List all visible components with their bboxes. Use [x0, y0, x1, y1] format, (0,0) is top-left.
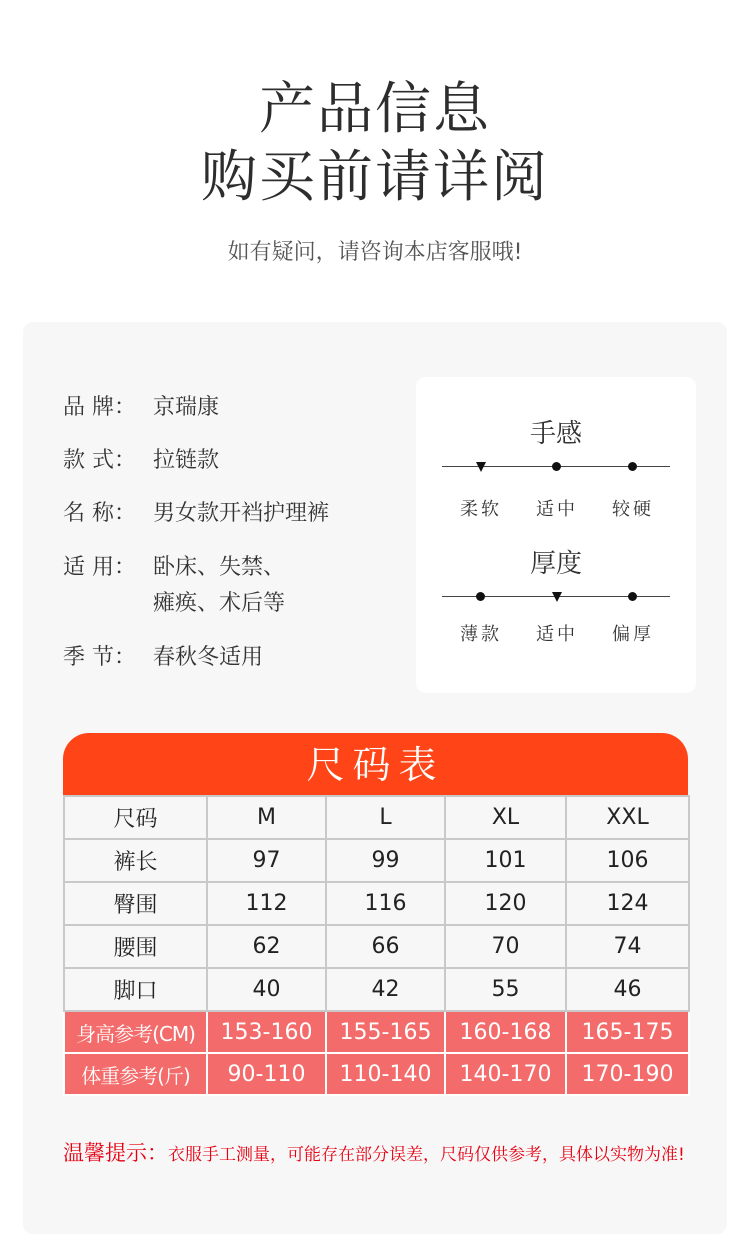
- table-cell: 62: [207, 925, 326, 968]
- column-header: 尺码: [64, 796, 207, 839]
- thickness-option: 适中: [536, 624, 578, 645]
- tip-text: 衣服手工测量，可能存在部分误差，尺码仅供参考，具体以实物为准!: [168, 1145, 685, 1165]
- spec-value: 卧床、失禁、瘫痪、术后等: [153, 555, 286, 616]
- weight-reference-row: [64, 1053, 689, 1095]
- thickness-option: 薄款: [460, 624, 502, 645]
- product-info-panel: [23, 322, 727, 1234]
- thickness-title: 厚度: [529, 549, 582, 579]
- spec-row-season: [63, 640, 403, 676]
- size-chart-table: [63, 795, 690, 1096]
- table-cell: 74: [566, 925, 689, 968]
- table-cell: 116: [326, 882, 445, 925]
- table-cell: 165-175: [566, 1011, 689, 1053]
- table-cell: 70: [445, 925, 566, 968]
- spec-value: 春秋冬适用: [153, 645, 264, 670]
- hand-feel-option: 较硬: [612, 499, 654, 520]
- spec-label: 款 式：: [63, 448, 136, 473]
- spec-value: 男女款开裆护理裤: [153, 501, 330, 526]
- table-cell: 46: [566, 968, 689, 1011]
- texture-card: [416, 377, 696, 693]
- column-header: XXL: [566, 796, 689, 839]
- table-cell: 66: [326, 925, 445, 968]
- spec-row-brand: [63, 390, 403, 426]
- table-cell: 55: [445, 968, 566, 1011]
- table-cell: 155-165: [326, 1011, 445, 1053]
- hand-feel-title: 手感: [529, 419, 582, 449]
- tip-label: 温馨提示：: [63, 1141, 168, 1165]
- table-cell: 110-140: [326, 1053, 445, 1095]
- table-cell: 124: [566, 882, 689, 925]
- spec-label: 名 称：: [63, 501, 136, 526]
- measurement-tip: [63, 1140, 703, 1168]
- table-cell: 101: [445, 839, 566, 882]
- row-header: 裤长: [64, 839, 207, 882]
- row-header: 臀围: [64, 882, 207, 925]
- scale-dot-icon: [552, 462, 561, 471]
- table-row: [64, 882, 689, 925]
- selected-marker-icon: [476, 462, 486, 472]
- size-chart-title: 尺码表: [63, 733, 688, 795]
- page-title-secondary: 购买前请详阅: [201, 145, 549, 210]
- thickness-option: 偏厚: [612, 624, 654, 645]
- table-cell: 140-170: [445, 1053, 566, 1095]
- row-header: 体重参考(斤): [64, 1053, 207, 1095]
- spec-value: 京瑞康: [153, 395, 220, 420]
- table-cell: 106: [566, 839, 689, 882]
- row-header: 腰围: [64, 925, 207, 968]
- selected-marker-icon: [552, 592, 562, 602]
- hand-feel-option: 适中: [536, 499, 578, 520]
- spec-row-name: [63, 496, 403, 532]
- table-row: [64, 925, 689, 968]
- table-cell: 97: [207, 839, 326, 882]
- spec-label: 品 牌：: [63, 395, 136, 420]
- spec-row-style: [63, 443, 403, 479]
- table-row: [64, 968, 689, 1011]
- height-reference-row: [64, 1011, 689, 1053]
- table-cell: 170-190: [566, 1053, 689, 1095]
- table-cell: 160-168: [445, 1011, 566, 1053]
- table-cell: 99: [326, 839, 445, 882]
- hand-feel-option: 柔软: [460, 499, 502, 520]
- table-header-row: [64, 796, 689, 839]
- table-row: [64, 839, 689, 882]
- column-header: M: [207, 796, 326, 839]
- column-header: L: [326, 796, 445, 839]
- table-cell: 40: [207, 968, 326, 1011]
- table-cell: 90-110: [207, 1053, 326, 1095]
- table-cell: 120: [445, 882, 566, 925]
- table-cell: 153-160: [207, 1011, 326, 1053]
- scale-dot-icon: [628, 592, 637, 601]
- spec-value: 拉链款: [153, 448, 220, 473]
- row-header: 身高参考(CM): [64, 1011, 207, 1053]
- page-title: 产品信息: [259, 77, 491, 142]
- spec-row-usage: [63, 550, 303, 622]
- page-subtitle: 如有疑问，请咨询本店客服哦!: [227, 240, 523, 265]
- spec-label: 季 节：: [63, 645, 136, 670]
- row-header: 脚口: [64, 968, 207, 1011]
- scale-dot-icon: [476, 592, 485, 601]
- column-header: XL: [445, 796, 566, 839]
- scale-dot-icon: [628, 462, 637, 471]
- table-cell: 112: [207, 882, 326, 925]
- table-cell: 42: [326, 968, 445, 1011]
- spec-label: 适 用：: [63, 555, 136, 580]
